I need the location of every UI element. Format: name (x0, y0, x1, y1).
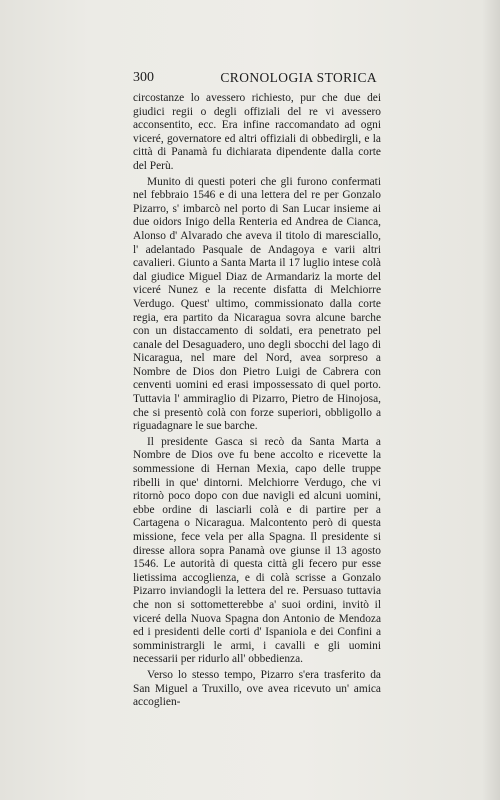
paragraph-continuation: circostanze lo avessero richiesto, pur che due dei giudici regii o degli offiziali del re vi avessero acconsentito, ecc. Era infine raccomandato ad ogni viceré, governatore ed altri offiziali di obbedirgli, e la città di Panamà fu dichiarata dipendente dalla corte del Perù. (133, 92, 381, 172)
paragraph-gasca-panama: Il presidente Gasca si recò da Santa Marta a Nombre de Dios ove fu bene accolto e ricevette la sommessione di Hernan Mexia, capo delle truppe ribelli in que' dintorni. Melchiorre Verdugo, che vi ritornò poco dopo con due navigli ed alcuni uomini, ebbe ordine di lasciarli colà e di partire per a Cartagena o Nicaragua. Malcontento però di questa missione, fece vela per alla Spagna. Il presidente si diresse allora sopra Panamà ove giunse il 13 agosto 1546. Le autorità di questa città gli fecero pur esse lietissima accoglienza, e di colà scrisse a Gonzalo Pizarro inviandogli la lettera del re. Persuaso tuttavia che non si sottometterebbe a' suoi ordini, invitò il viceré della Nuova Spagna don Antonio de Mendoza ed i presidenti delle corti d' Ispaniola e dei Confini a somministrargli le armi, i cavalli e gli uomini necessarii per ridurlo all' obbedienza. (133, 435, 381, 666)
body-text (133, 92, 381, 710)
page-number: 300 (133, 70, 154, 85)
paragraph-pizarro-truxillo: Verso lo stesso tempo, Pizarro s'era trasferito da San Miguel a Truxillo, ove avea ricevuto un' amica accoglien- (133, 668, 381, 709)
running-title: CRONOLOGIA STORICA (220, 70, 377, 85)
paragraph-gasca-departure: Munito di questi poteri che gli furono confermati nel febbraio 1546 e di una lettera del re per Gonzalo Pizarro, s' imbarcò nel porto di San Lucar insieme ai due oidors Inigo della Renteria ed Andrea de Cianca, Alonso d' Alvarado che aveva il titolo di maresciallo, l' adelantado Pasquale de Andagoya e varii altri cavalieri. Giunto a Santa Marta il 17 luglio intese colà dal giudice Miguel Diaz de Armandariz la morte del viceré Nunez e la recente disfatta di Melchiorre Verdugo. Quest' ultimo, commissionato dalla corte regia, era partito da Nicaragua sovra alcune barche con un distaccamento di soldati, era penetrato pel canale del Desaguadero, uno degli sbocchi del lago di Nicaragua, nel mare del Nord, avea sorpreso a Nombre de Dios don Pietro Luigi de Cabrera con cenventi uomini ed erasi impossessato di quel porto. Tuttavia l' ammiraglio di Pizarro, Pietro de Hinojosa, che si presentò colà con forze superiori, obbligollo a riguadagnare le sue barche. (133, 175, 381, 433)
page-edge-shadow (482, 0, 500, 800)
page-header (133, 70, 377, 86)
